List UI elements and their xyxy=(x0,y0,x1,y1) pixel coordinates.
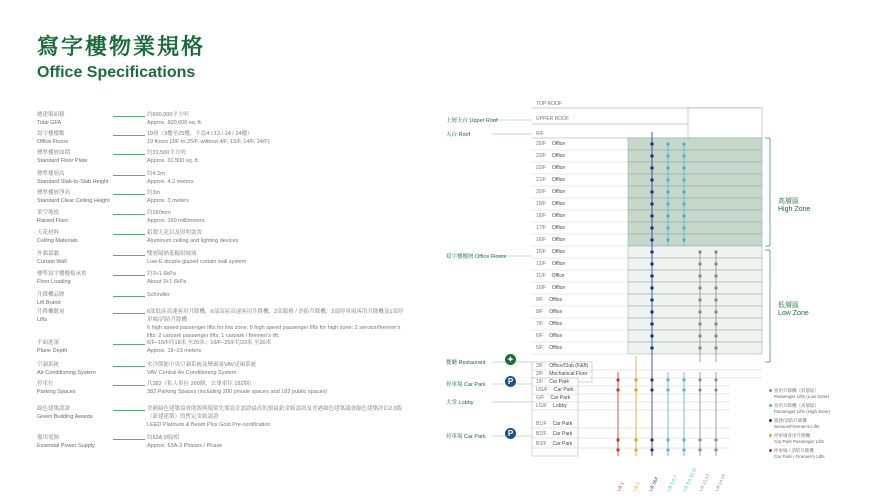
office-label: Office xyxy=(552,165,565,171)
floor-label: 20/F Office xyxy=(536,189,565,195)
legend-label-en: Car Park / Firemen’s Lifts xyxy=(774,454,825,459)
spec-label-en: Office Floors xyxy=(37,139,69,145)
floor-label: 12/F Office xyxy=(536,261,565,267)
spec-label-zh: 總建築面積 xyxy=(37,112,65,118)
lift-stop-dot xyxy=(682,388,685,391)
page-title-en: Office Specifications xyxy=(37,64,196,81)
lift-stop-dot xyxy=(698,388,701,391)
spec-label-en: Plane Depth xyxy=(37,348,68,354)
section-label: 餐廳 Restaurant xyxy=(446,360,486,366)
floor-label: 7/F Office xyxy=(536,321,563,327)
office-floor xyxy=(628,282,762,294)
spec-value-line: 鋁製天花以及照明裝置 xyxy=(147,230,203,236)
lift-stop-dot xyxy=(616,438,619,441)
spec-label-en: Total GFA xyxy=(37,120,62,126)
office-floor xyxy=(628,138,762,150)
spec-label-en: Essential Power Supply xyxy=(37,443,95,449)
spec-value-line: 雙層隔熱低輻射玻璃 xyxy=(147,251,197,257)
legend-label-zh: 停車場客用升降機 xyxy=(774,433,810,438)
podium-floor-label: 3/F Office/Club (F&B) xyxy=(536,363,589,369)
office-label: Office xyxy=(549,297,563,303)
top-roof-label: TOP ROOF xyxy=(536,101,562,107)
spec-value-line: Approx. 3 meters xyxy=(147,198,189,204)
lift-stop-dot xyxy=(634,388,637,391)
legend-label-en: Passenger Lifts (High Zone) xyxy=(774,409,831,414)
legend-dot xyxy=(769,434,772,437)
parking-icon: P xyxy=(505,376,516,387)
legend-label-en: Passenger Lifts (Low Zone) xyxy=(774,394,830,399)
podium-use-label: Car Park xyxy=(550,395,571,401)
spec-value-line: 約160mm xyxy=(147,210,171,216)
spec-value-line: Schindler xyxy=(147,292,170,298)
lift-stop-dot xyxy=(650,378,653,381)
podium-floor-label: B2/F Car Park xyxy=(536,431,573,437)
legend-item xyxy=(774,433,824,445)
office-floor xyxy=(628,318,762,330)
lift-label: Lift 5,6,7 xyxy=(666,474,678,493)
podium-floor-label: UG/F Car Park xyxy=(536,387,574,393)
spec-value-line: 19層（3樓至25樓，不設4 / 13 / 14 / 24樓） xyxy=(147,131,253,137)
spec-label-en: Green Building Awards xyxy=(37,414,93,420)
office-label: Office xyxy=(552,141,565,147)
spec-label-en: Lift Brand xyxy=(37,300,61,306)
office-label: Office xyxy=(552,225,565,231)
office-label: Office xyxy=(552,237,565,243)
floor-label: 17/F Office xyxy=(536,225,565,231)
spec-value-line: 美國綠色建築協會能源與環境先導設計認證最高的預最鉑金級認證及香港綠色建築議會綠色建築評估2.0版（新建建築）的暫定金級認證 xyxy=(147,406,403,420)
spec-value-line: About 3+1.6kPa xyxy=(147,279,187,285)
spec-label-zh: 停車位 xyxy=(37,381,54,387)
office-floor xyxy=(628,234,762,246)
spec-label-zh: 標準寫字樓樓板承重 xyxy=(37,271,87,277)
floor-label: 18/F Office xyxy=(536,213,565,219)
spec-value-line: 共382（私人車位 200個，公眾車位 182個） xyxy=(147,381,255,387)
floor-label: 6/F Office xyxy=(536,333,563,339)
lift-stop-dot xyxy=(650,438,653,441)
podium-use-label: Lobby xyxy=(553,403,567,409)
office-floor xyxy=(628,306,762,318)
spec-label-zh: 外牆幕牆 xyxy=(37,251,60,257)
lift-label: Lift 14,15 xyxy=(714,473,727,493)
office-label: Office xyxy=(552,213,565,219)
office-floor xyxy=(628,198,762,210)
section-label: 停車場 Car Park xyxy=(446,382,486,388)
office-label: Office xyxy=(549,345,563,351)
legend-item xyxy=(774,388,829,400)
lift-stop-dot xyxy=(714,388,717,391)
lift-stop-dot xyxy=(666,378,669,381)
spec-label-en: Lifts xyxy=(37,317,48,323)
spec-value-line: 約63A 3相/相 xyxy=(147,435,180,441)
spec-label-zh: 空調系統 xyxy=(37,362,60,368)
podium-use-label: Car Park xyxy=(552,421,573,427)
podium-floor-label: G/F Car Park xyxy=(536,395,571,401)
spec-label-zh: 天花材料 xyxy=(37,230,60,236)
floor-label: 15/F Office xyxy=(536,249,565,255)
spec-value-line: 約600,000平方呎 xyxy=(147,112,189,118)
spec-value-line: LEED Platinum & Beam Plus Gold Pre-certification xyxy=(147,422,271,428)
floor-label: 21/F Office xyxy=(536,177,565,183)
podium-use-label: Car Park xyxy=(549,379,569,385)
spec-value-line: 6 high speed passenger lifts for low zone; 6 high speed passenger lifts for high zone; 2 service/firemen’s lifts; 2 carpark passenger lifts; 1 carpark / firemen’s lift. xyxy=(147,325,401,339)
spec-label-en: Ceiling Materials xyxy=(37,238,78,244)
office-floor xyxy=(628,222,762,234)
floor-label: 9/F Office xyxy=(536,297,563,303)
spec-value-line: 19 floors (3/F to 25/F, without 4/F, 13/F, 14/F, 24/F) xyxy=(147,139,270,145)
spec-value-line: 約4.2m xyxy=(147,171,165,177)
office-floor xyxy=(628,294,762,306)
floor-label: 5/F Office xyxy=(536,345,563,351)
office-label: Office xyxy=(552,201,565,207)
legend-label-zh: 服務/消防升降機 xyxy=(774,418,807,423)
lift-stop-dot xyxy=(682,438,685,441)
spec-label-en: Curtain Wall xyxy=(37,259,67,265)
section-label: 寫字樓樓層 Office Floors xyxy=(446,254,507,260)
office-floor xyxy=(628,270,762,282)
podium-use-label: Mechanical Floor xyxy=(549,371,588,377)
legend-label-zh: 客用升降機（低層區） xyxy=(774,388,819,393)
legend-dot xyxy=(769,404,772,407)
spec-label-en: Parking Spaces xyxy=(37,389,76,395)
spec-label-zh: 標準樓層面積 xyxy=(37,150,71,156)
upper-roof-label: UPPER ROOF xyxy=(536,116,570,122)
office-label: Office xyxy=(549,333,563,339)
lift-stop-dot xyxy=(682,378,685,381)
lift-stop-dot xyxy=(666,388,669,391)
spec-value-line: VAV Central Air Conditioning System xyxy=(147,370,237,376)
lift-stop-dot xyxy=(666,438,669,441)
floor-label: 19/F Office xyxy=(536,201,565,207)
spec-label-en: Standard Floor Plate xyxy=(37,158,88,164)
utensils-icon: ✦ xyxy=(505,354,516,365)
lift-stop-dot xyxy=(698,378,701,381)
zone-label-en: High Zone xyxy=(778,206,811,213)
spec-value-line: Approx. 600,000 sq. ft. xyxy=(147,120,203,126)
roof-block xyxy=(688,108,762,138)
spec-value-line: Approx. 4.2 meters xyxy=(147,179,194,185)
podium-use-label: Car Park xyxy=(552,431,573,437)
office-floor xyxy=(628,246,762,258)
podium-use-label: Office/Club (F&B) xyxy=(549,363,589,369)
office-floor xyxy=(628,150,762,162)
lift-label: Lift 12,13 xyxy=(698,473,711,493)
office-label: Office xyxy=(552,261,565,267)
lift-stop-dot xyxy=(650,448,653,451)
section-label: 天台 Roof xyxy=(446,132,471,138)
zone-label-en: Low Zone xyxy=(778,310,809,317)
podium-floor-label: B3/F Car Park xyxy=(536,441,573,447)
lift-stop-dot xyxy=(634,438,637,441)
spec-value-line: Low-E double glazed curtain wall system xyxy=(147,259,247,265)
page-title-zh: 寫字樓物業規格 xyxy=(37,34,206,59)
office-label: Office xyxy=(549,309,563,315)
legend-dot xyxy=(769,389,772,392)
zone-label-zh: 低層區 xyxy=(778,302,799,309)
parking-icon: P xyxy=(505,428,516,439)
floor-label: 23/F Office xyxy=(536,153,565,159)
legend-label-zh: 客用升降機（高層區） xyxy=(774,403,819,408)
spec-label-zh: 綠色建築認證 xyxy=(37,406,71,412)
podium-floor-label: LG/F Lobby xyxy=(536,403,567,409)
lift-stop-dot xyxy=(634,378,637,381)
office-floor xyxy=(628,210,762,222)
floor-label: 16/F Office xyxy=(536,237,565,243)
spec-label-zh: 架空地板 xyxy=(37,210,60,216)
spec-value-line: Approx. 18–23 meters xyxy=(147,348,202,354)
section-label: 上層天台 Upper Roof xyxy=(446,118,498,124)
lift-label: Lift 3&4 xyxy=(648,476,659,493)
office-floor xyxy=(628,330,762,342)
spec-value-line: 6/F–15/F約18米 至20米；16/F–25/F約23米 至20米 xyxy=(147,340,272,346)
spec-value-line: 水冷節能中央空調系統及變風量VAV送風系統 xyxy=(147,362,257,368)
legend-dot xyxy=(769,419,772,422)
office-label: Office xyxy=(552,177,565,183)
lift-label: Lift 2 xyxy=(632,481,641,493)
office-floor xyxy=(628,342,762,354)
section-label: 大堂 Lobby xyxy=(446,400,474,406)
office-label: Office xyxy=(552,285,565,291)
spec-value-line: Aluminum ceiling and lighting devices xyxy=(147,238,239,244)
spec-label-zh: 升降機數量 xyxy=(37,309,65,315)
section-label: 停車場 Car Park xyxy=(446,434,486,440)
spec-label-zh: 備用電源 xyxy=(37,435,60,441)
spec-value-line: Approx. 63A-3 Phases / Phase xyxy=(147,443,223,449)
spec-value-line: 382 Parking Spaces (including 200 private spaces and 182 public spaces) xyxy=(147,389,328,395)
office-label: Office xyxy=(552,249,565,255)
office-label: Office xyxy=(552,189,565,195)
lift-label: Lift 1 xyxy=(616,481,625,493)
legend-item xyxy=(774,418,819,430)
podium-use-label: Car Park xyxy=(552,441,573,447)
podium-floor-label: 2/F Mechanical Floor xyxy=(536,371,588,377)
lift-stop-dot xyxy=(698,438,701,441)
office-label: Office xyxy=(552,153,565,159)
office-label: Office xyxy=(549,321,563,327)
legend-label-en: Car Park Passenger Lifts xyxy=(774,439,825,444)
legend-item xyxy=(774,448,825,460)
spec-label-en: Floor Loading xyxy=(37,279,71,285)
spec-value-line: 約3m xyxy=(147,190,161,196)
legend-label-en: Service/Firemen’s Lifts xyxy=(774,424,820,429)
legend-dot xyxy=(769,449,772,452)
podium-floor-label: B1/F Car Park xyxy=(536,421,573,427)
spec-value-line: 約31,500平方呎 xyxy=(147,150,186,156)
lift-stop-dot xyxy=(616,448,619,451)
lift-stop-dot xyxy=(634,448,637,451)
spec-value-line: 6部低區高速客用升降機，6部高區高速客用升降機，2部服務 / 消防升降機，2部停車場客用升降機及1部停車場/消防升降機 xyxy=(147,309,404,323)
office-floor xyxy=(628,162,762,174)
office-floor xyxy=(628,186,762,198)
office-floor xyxy=(628,174,762,186)
lift-stop-dot xyxy=(666,448,669,451)
lift-label: Lift 8,9,10,11 xyxy=(682,466,698,493)
lift-stop-dot xyxy=(714,448,717,451)
floor-label: 22/F Office xyxy=(536,165,565,171)
roof-floor-label: R/F xyxy=(536,131,545,137)
office-floor xyxy=(628,258,762,270)
spec-label-zh: 升降機品牌 xyxy=(37,292,65,298)
lift-stop-dot xyxy=(714,438,717,441)
podium-floor-label: 1/F Car Park xyxy=(536,379,569,385)
spec-label-en: Standard Clear Ceiling Height xyxy=(37,198,110,204)
lift-stop-dot xyxy=(682,448,685,451)
lift-stop-dot xyxy=(616,388,619,391)
floor-label: 25/F Office xyxy=(536,141,565,147)
podium-use-label: Car Park xyxy=(553,387,574,393)
floor-label: 8/F Office xyxy=(536,309,563,315)
zone-label xyxy=(778,196,810,213)
spec-label-en: Raised Floor xyxy=(37,218,69,224)
spec-label-zh: 寫字樓樓數 xyxy=(37,131,65,137)
office-label: Office xyxy=(551,273,565,279)
spec-label-zh: 標準樓層淨高 xyxy=(37,190,71,196)
spec-label-en: Air Conditioning System xyxy=(37,370,96,376)
spec-value-line: Approx. 31,500 sq. ft. xyxy=(147,158,200,164)
legend-item xyxy=(774,403,830,415)
spec-value-line: 約3+1.6kPa xyxy=(147,271,176,277)
spec-label-en: Standard Slab-to-Slab Height xyxy=(37,179,109,185)
lift-stop-dot xyxy=(650,388,653,391)
floor-label: 11/F Office xyxy=(536,273,565,279)
lift-stop-dot xyxy=(714,378,717,381)
zone-label-zh: 高層區 xyxy=(778,198,799,205)
lift-stop-dot xyxy=(698,448,701,451)
floor-label: 10/F Office xyxy=(536,285,565,291)
zone-label xyxy=(778,300,809,317)
spec-value-line: Approx. 160 millimeters xyxy=(147,218,205,224)
legend-label-zh: 停車場 / 消防升降機 xyxy=(774,448,814,453)
spec-label-zh: 平面進深 xyxy=(37,340,60,346)
spec-label-zh: 標準樓層高 xyxy=(37,171,65,177)
lift-stop-dot xyxy=(616,378,619,381)
